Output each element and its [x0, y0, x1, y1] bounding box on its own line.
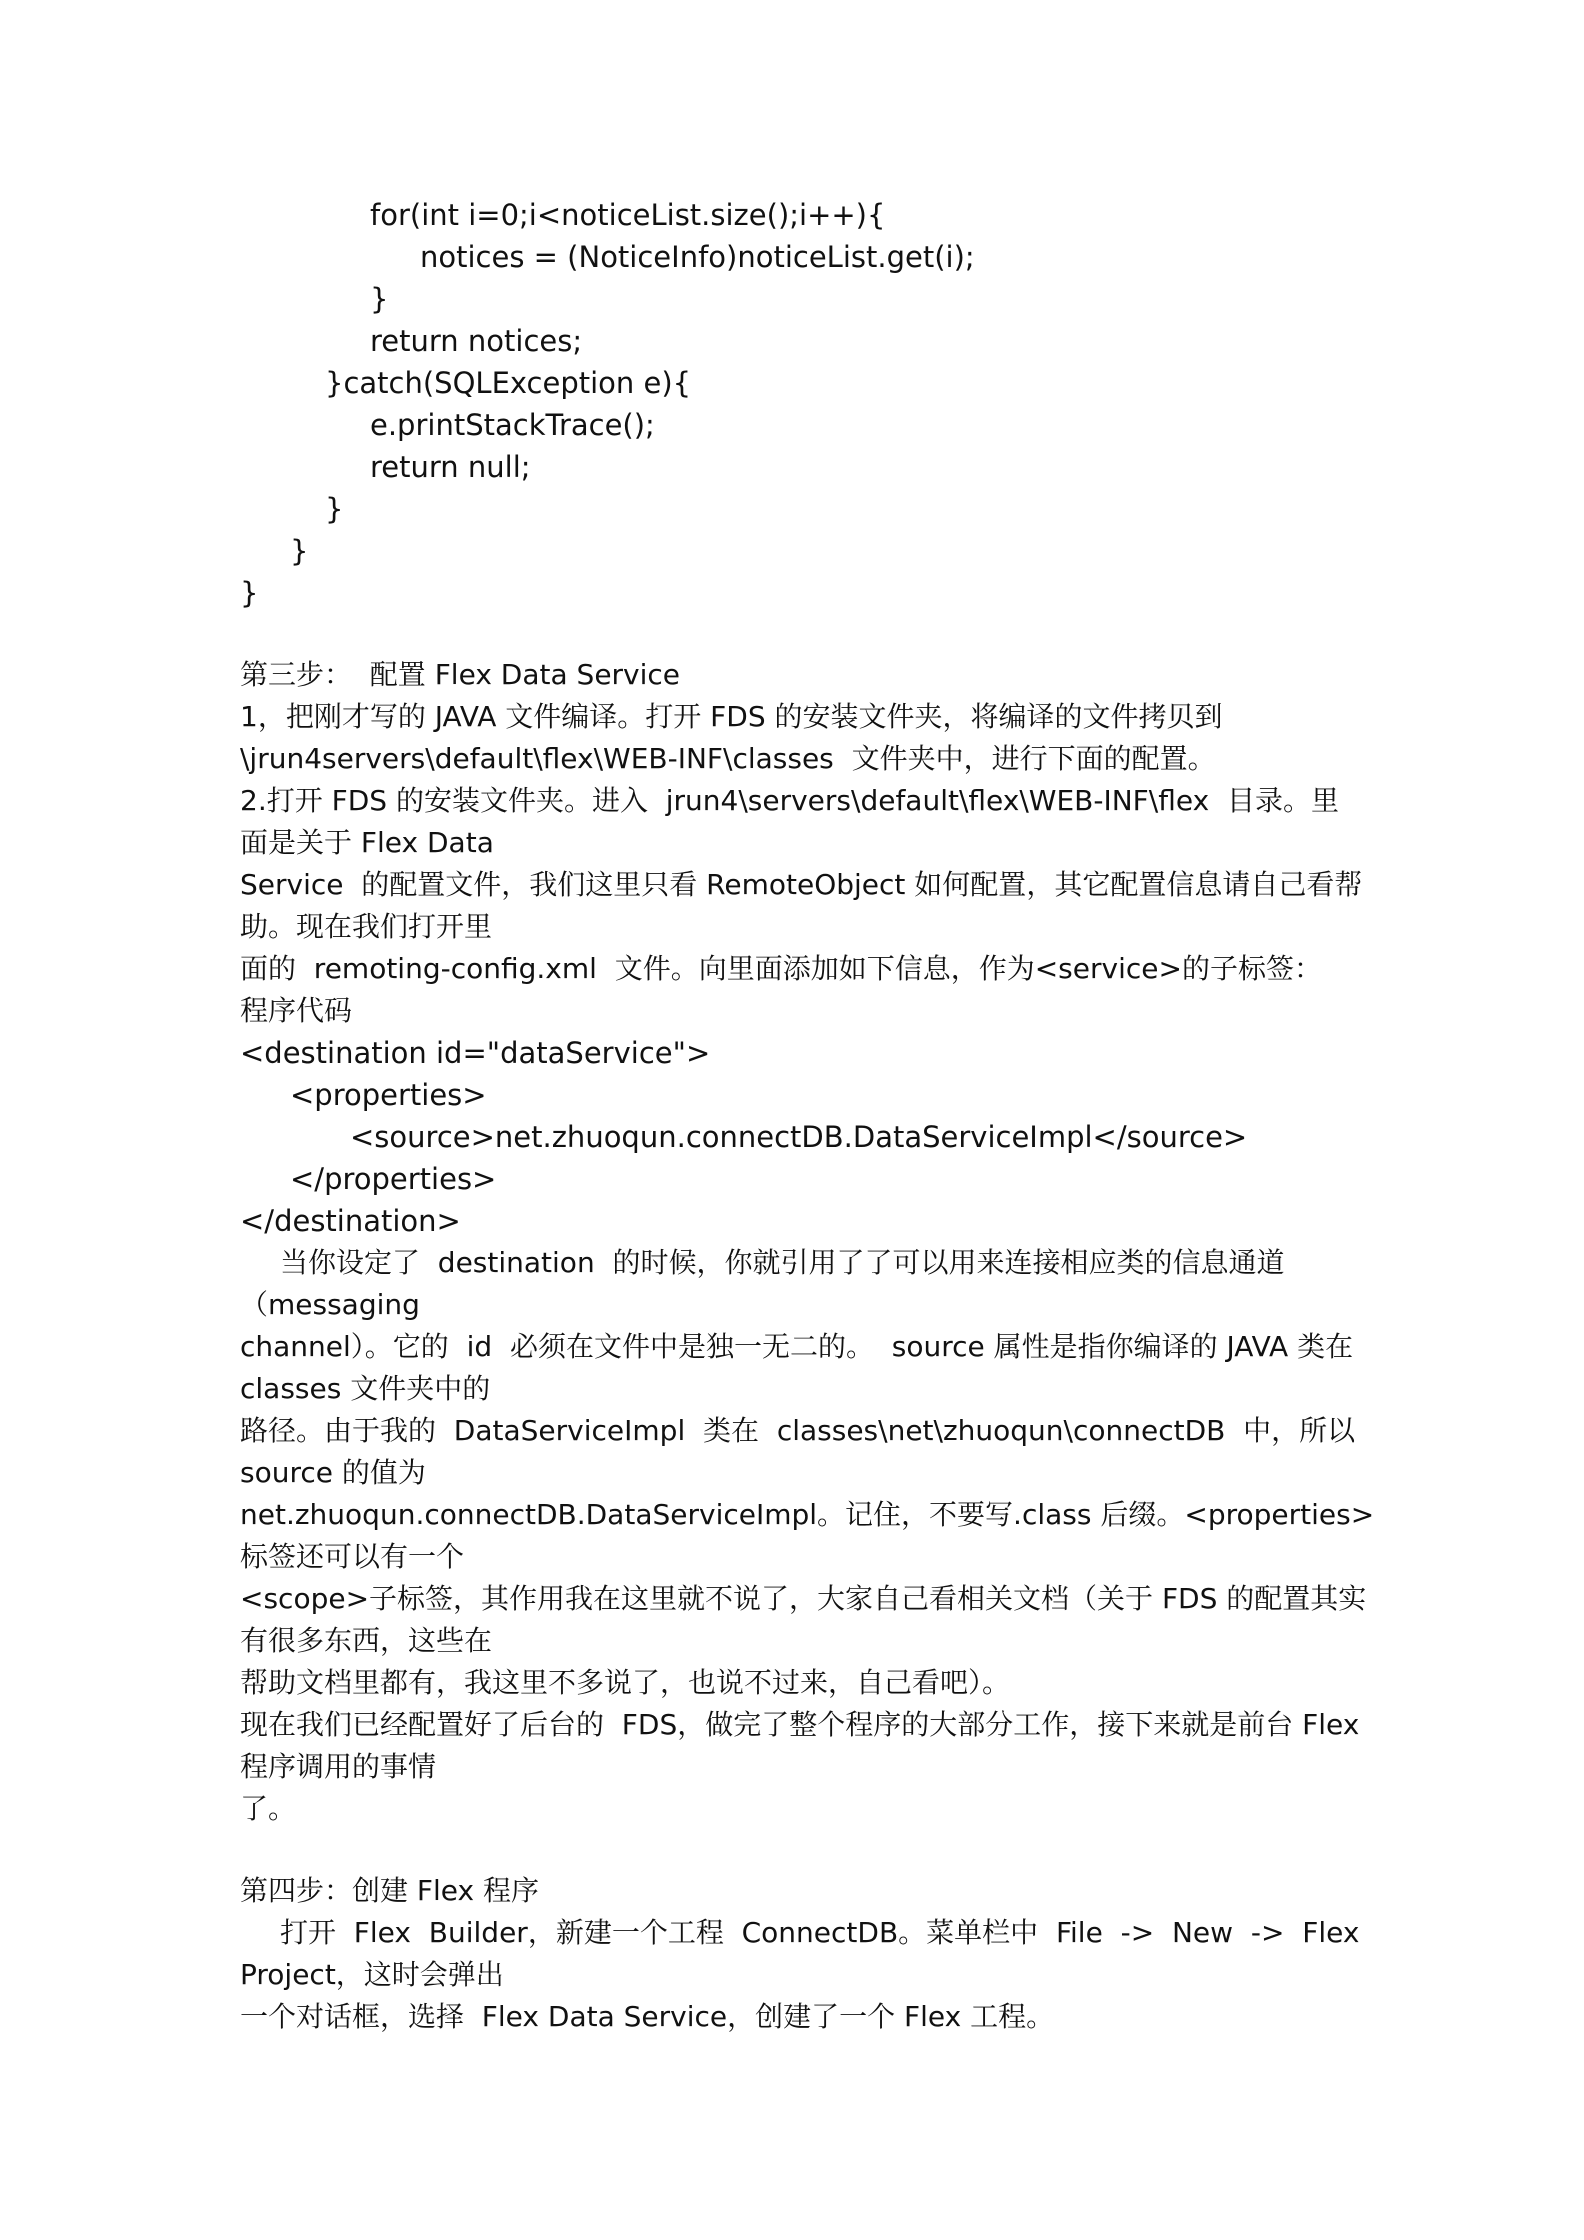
- step3-paragraph-line: 程序调用的事情: [240, 1750, 437, 1783]
- code-line: }: [290, 534, 309, 568]
- code-line: return null;: [370, 450, 531, 484]
- xml-line: <destination id="dataService">: [240, 1036, 711, 1070]
- code-line: for(int i=0;i<noticeList.size();i++){: [370, 198, 886, 232]
- step3-paragraph-line: 当你设定了 destination 的时候，你就引用了了可以用来连接相应类的信息通道: [280, 1246, 1285, 1279]
- xml-line: </properties>: [290, 1162, 497, 1196]
- step3-paragraph-line: 1，把刚才写的 JAVA 文件编译。打开 FDS 的安装文件夹，将编译的文件拷贝到: [240, 700, 1223, 733]
- xml-line: <properties>: [290, 1078, 487, 1112]
- step3-paragraph-line: 2.打开 FDS 的安装文件夹。进入 jrun4\servers\default\flex\WEB-INF\flex 目录。里: [240, 784, 1339, 817]
- step3-paragraph-line: 面的 remoting-config.xml 文件。向里面添加如下信息，作为<service>的子标签：: [240, 952, 1322, 985]
- step3-paragraph-line: Service 的配置文件，我们这里只看 RemoteObject 如何配置，其它配置信息请自己看帮: [240, 868, 1363, 901]
- step3-paragraph-line: 帮助文档里都有，我这里不多说了，也说不过来，自己看吧）。: [240, 1666, 1011, 1699]
- code-line: }catch(SQLException e){: [325, 366, 692, 400]
- code-line: }: [325, 492, 344, 526]
- code-line: notices = (NoticeInfo)noticeList.get(i);: [420, 240, 975, 274]
- step4-paragraph-line: Project，这时会弹出: [240, 1958, 504, 1991]
- code-line: }: [370, 282, 389, 316]
- step3-paragraph-line: 助。现在我们打开里: [240, 910, 493, 943]
- step3-paragraph-line: 标签还可以有一个: [240, 1540, 465, 1573]
- code-line: return notices;: [370, 324, 583, 358]
- step4-paragraph-line: 打开 Flex Builder，新建一个工程 ConnectDB。菜单栏中 File -> New -> Flex: [280, 1916, 1360, 1949]
- step3-paragraph-line: 路径。由于我的 DataServiceImpl 类在 classes\net\zhuoqun\connectDB 中，所以: [240, 1414, 1356, 1447]
- step3-paragraph-line: 现在我们已经配置好了后台的 FDS，做完了整个程序的大部分工作，接下来就是前台 Flex: [240, 1708, 1360, 1741]
- code-line: e.printStackTrace();: [370, 408, 655, 442]
- code-line: }: [240, 576, 259, 610]
- step3-paragraph-line: <scope>子标签，其作用我在这里就不说了，大家自己看相关文档（关于 FDS 的配置其实: [240, 1582, 1367, 1615]
- step3-paragraph-line: （messaging: [240, 1288, 420, 1321]
- step3-paragraph-line: classes 文件夹中的: [240, 1372, 491, 1405]
- step3-paragraph-line: 面是关于 Flex Data: [240, 826, 494, 859]
- step3-paragraph-line: channel）。它的 id 必须在文件中是独一无二的。 source 属性是指你编译的 JAVA 类在: [240, 1330, 1354, 1363]
- step3-heading: 第三步： 配置 Flex Data Service: [240, 658, 681, 691]
- step4-paragraph-line: 一个对话框，选择 Flex Data Service，创建了一个 Flex 工程。: [240, 2000, 1055, 2033]
- step3-paragraph-line: source 的值为: [240, 1456, 426, 1489]
- step3-paragraph-line: 了。: [240, 1792, 297, 1825]
- step3-paragraph-line: \jrun4servers\default\flex\WEB-INF\classes 文件夹中，进行下面的配置。: [240, 742, 1216, 775]
- step3-paragraph-line: net.zhuoqun.connectDB.DataServiceImpl。记住，不要写.class 后缀。<properties>: [240, 1498, 1375, 1531]
- step3-paragraph-line: 有很多东西，这些在: [240, 1624, 493, 1657]
- xml-line: <source>net.zhuoqun.connectDB.DataServiceImpl</source>: [350, 1120, 1248, 1154]
- code-label: 程序代码: [240, 994, 353, 1027]
- xml-line: </destination>: [240, 1204, 461, 1238]
- step4-heading: 第四步：创建 Flex 程序: [240, 1874, 539, 1907]
